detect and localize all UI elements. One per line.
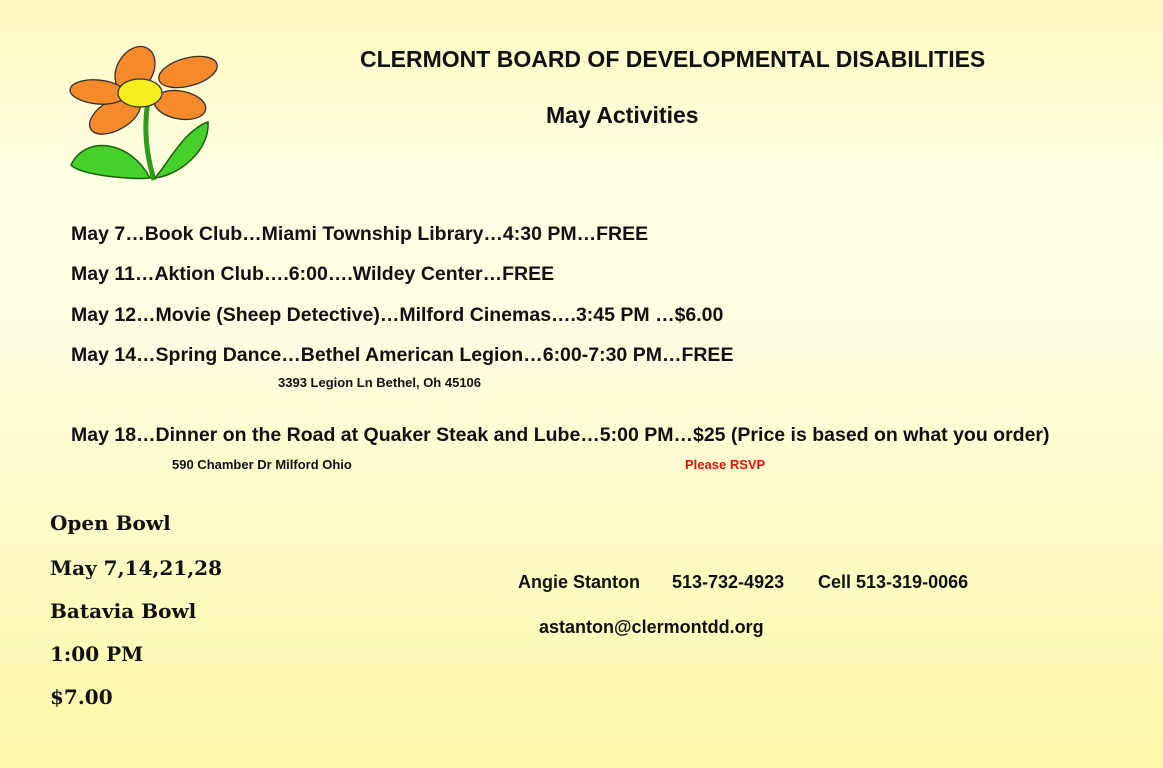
contact-name: Angie Stanton (518, 572, 640, 592)
event-address: 590 Chamber Dr Milford Ohio (172, 457, 352, 472)
rsvp-note: Please RSVP (685, 457, 766, 472)
event-address: 3393 Legion Ln Bethel, Oh 45106 (278, 375, 482, 390)
bowling-location: Batavia Bowl (50, 599, 197, 623)
contact-email: astanton@clermontdd.org (539, 617, 764, 637)
event-item: May 18…Dinner on the Road at Quaker Steak and Lube…5:00 PM…$25 (Price is based on what you order) (71, 424, 1050, 446)
bowling-dates: May 7,14,21,28 (50, 556, 222, 580)
bowling-title: Open Bowl (50, 511, 171, 535)
contact-cell: Cell 513-319-0066 (818, 572, 969, 592)
event-item: May 14…Spring Dance…Bethel American Legion…6:00-7:30 PM…FREE (71, 344, 734, 366)
contact-phone: 513-732-4923 (672, 572, 785, 592)
flower-icon (60, 40, 225, 185)
organization-title: CLERMONT BOARD OF DEVELOPMENTAL DISABILITIES (360, 46, 986, 72)
page-subtitle: May Activities (546, 102, 699, 128)
event-item: May 11…Aktion Club….6:00….Wildey Center…FREE (71, 263, 555, 285)
bowling-time: 1:00 PM (50, 642, 144, 666)
bowling-price: $7.00 (50, 685, 113, 709)
event-item: May 12…Movie (Sheep Detective)…Milford Cinemas….3:45 PM …$6.00 (71, 304, 724, 326)
event-item: May 7…Book Club…Miami Township Library…4:30 PM…FREE (71, 223, 649, 245)
